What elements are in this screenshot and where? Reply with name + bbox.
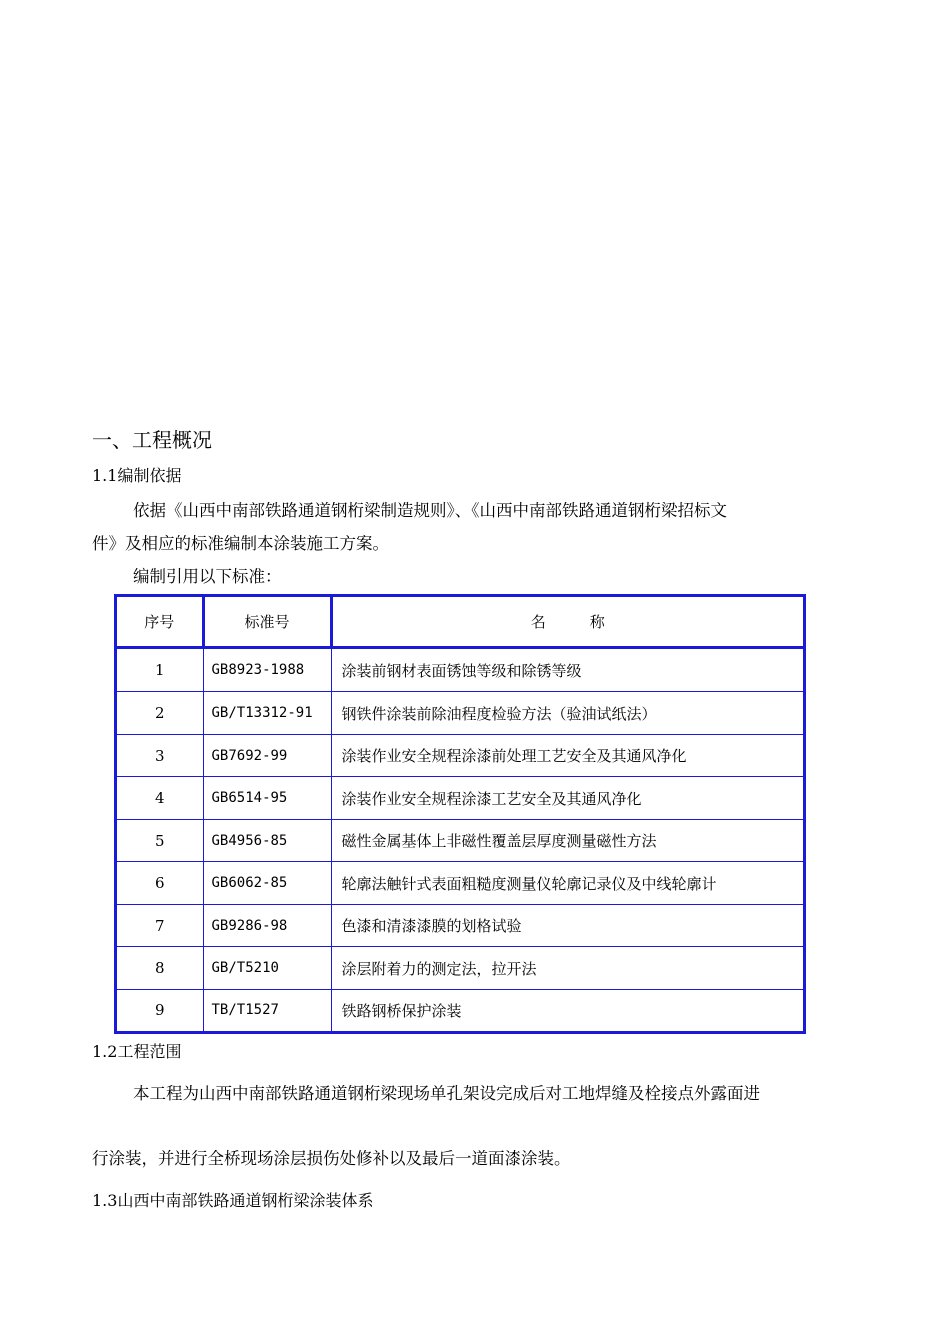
header-name-a: 名 — [530, 613, 546, 631]
section-title: 一、工程概况 — [92, 428, 212, 452]
row-name: 钢铁件涂装前除油程度检验方法（验油试纸法） — [331, 692, 803, 735]
table-header-row — [117, 597, 803, 648]
header-no: 序号 — [117, 597, 203, 648]
scope-paragraph-line2: 行涂装，并进行全桥现场涂层损伤处修补以及最后一道面漆涂装。 — [92, 1149, 571, 1168]
row-name: 磁性金属基体上非磁性覆盖层厚度测量磁性方法 — [331, 819, 803, 862]
row-no: 6 — [117, 862, 203, 905]
standards-table — [114, 594, 806, 1034]
table-row — [117, 862, 803, 905]
standards-intro: 编制引用以下标准： — [133, 567, 282, 586]
header-name — [331, 597, 803, 648]
row-no: 4 — [117, 777, 203, 820]
row-no: 9 — [117, 989, 203, 1031]
row-code: GB8923-1988 — [203, 648, 331, 692]
basis-paragraph-line1: 依据《山西中南部铁路通道钢桁梁制造规则》、《山西中南部铁路通道钢桁梁招标文 — [133, 501, 727, 520]
row-name: 涂层附着力的测定法，拉开法 — [331, 947, 803, 990]
row-code: GB6514-95 — [203, 777, 331, 820]
row-name: 涂装前钢材表面锈蚀等级和除锈等级 — [331, 648, 803, 692]
header-name-b: 称 — [589, 613, 605, 631]
basis-paragraph-line2: 件》及相应的标准编制本涂装施工方案。 — [92, 534, 389, 553]
row-name: 轮廓法触针式表面粗糙度测量仪轮廓记录仪及中线轮廓计 — [331, 862, 803, 905]
row-name: 涂装作业安全规程涂漆工艺安全及其通风净化 — [331, 777, 803, 820]
scope-heading: 1.2工程范围 — [92, 1042, 182, 1061]
row-no: 5 — [117, 819, 203, 862]
row-no: 7 — [117, 904, 203, 947]
header-code: 标准号 — [203, 597, 331, 648]
table-row — [117, 648, 803, 692]
table-row — [117, 692, 803, 735]
table-row — [117, 989, 803, 1031]
scope-paragraph-line1: 本工程为山西中南部铁路通道钢桁梁现场单孔架设完成后对工地焊缝及栓接点外露面进 — [133, 1084, 760, 1103]
table-row — [117, 777, 803, 820]
table-row — [117, 819, 803, 862]
row-code: GB4956-85 — [203, 819, 331, 862]
table-row — [117, 947, 803, 990]
row-code: GB6062-85 — [203, 862, 331, 905]
row-no: 2 — [117, 692, 203, 735]
table-row — [117, 904, 803, 947]
table-row — [117, 734, 803, 777]
row-no: 3 — [117, 734, 203, 777]
row-no: 1 — [117, 648, 203, 692]
row-code: TB/T1527 — [203, 989, 331, 1031]
row-name: 色漆和清漆漆膜的划格试验 — [331, 904, 803, 947]
row-code: GB/T13312-91 — [203, 692, 331, 735]
row-code: GB/T5210 — [203, 947, 331, 990]
coating-heading: 1.3山西中南部铁路通道钢桁梁涂装体系 — [92, 1191, 374, 1210]
row-code: GB9286-98 — [203, 904, 331, 947]
row-no: 8 — [117, 947, 203, 990]
row-name: 铁路钢桥保护涂装 — [331, 989, 803, 1031]
basis-heading: 1.1编制依据 — [92, 466, 182, 485]
row-name: 涂装作业安全规程涂漆前处理工艺安全及其通风净化 — [331, 734, 803, 777]
row-code: GB7692-99 — [203, 734, 331, 777]
